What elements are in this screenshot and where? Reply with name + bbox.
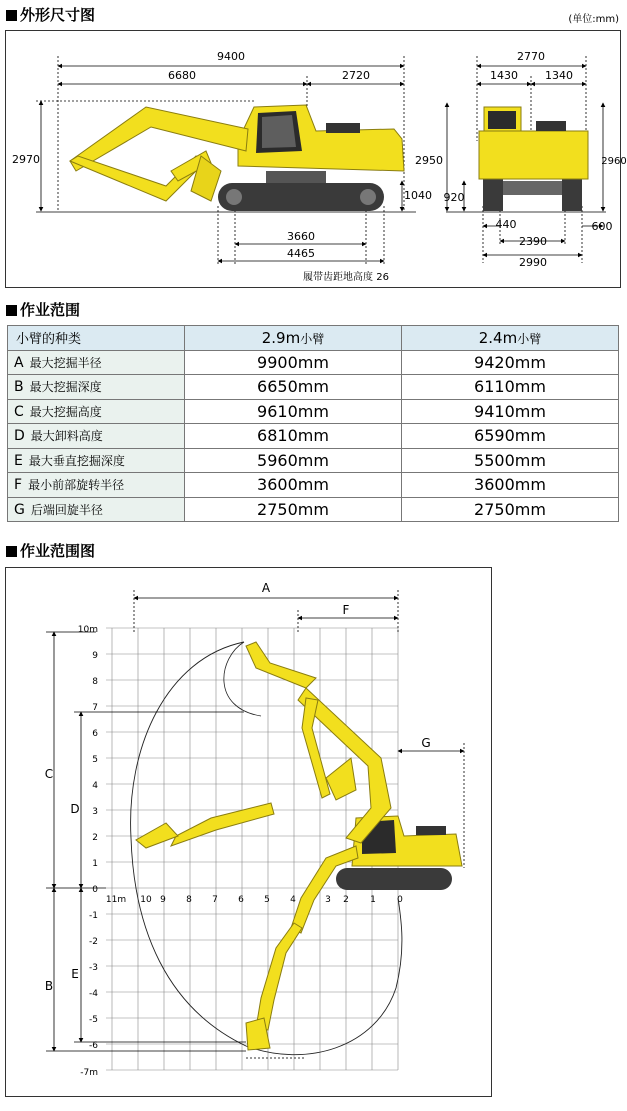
dimension-drawing [6,31,627,287]
rear-height-label: 2960 [601,156,627,167]
y-tick-label: 8 [92,677,98,687]
y-tick-label: -4 [89,989,98,999]
dimension-letter-c: C [44,767,54,781]
x-tick-label: 6 [238,895,244,905]
unit-note: (单位:mm) [568,14,619,25]
shoe-width-b-label: 600 [591,220,613,233]
table-row: D 最大卸料高度 6810mm 6590mm [8,424,619,449]
width-right-label: 1340 [545,69,573,82]
overall-height-label: 2970 [12,153,40,166]
y-tick-label: -7m [80,1068,98,1078]
x-tick-label: 3 [325,895,331,905]
width-left-label: 1430 [490,69,518,82]
grouser-note: 履带齿距地高度 26 [303,272,389,283]
y-tick-label: 1 [92,859,98,869]
shoe-width-a-label: 440 [495,218,517,231]
dimension-letter-d: D [70,802,80,816]
table-row: E 最大垂直挖掘深度 5960mm 5500mm [8,448,619,473]
y-tick-label: 4 [92,781,98,791]
x-tick-label: 10 [140,895,152,905]
x-tick-label: 8 [186,895,192,905]
table-header-arm-2-4: 2.4m小臂 [402,326,619,351]
y-tick-label: -1 [89,911,98,921]
table-row: F 最小前部旋转半径 3600mm 3600mm [8,473,619,498]
x-tick-label: 5 [264,895,270,905]
x-tick-label: 4 [290,895,296,905]
x-tick-label: 7 [212,895,218,905]
tumbler-distance-label: 3660 [287,230,315,243]
overall-length-label: 9400 [217,50,245,63]
y-tick-label: 9 [92,651,98,661]
dimensions-section-title: 外形尺寸图 [6,4,95,25]
range-section-title: 作业范围 [6,299,80,320]
y-tick-label: -2 [89,937,98,947]
table-row: G 后端回旋半径 2750mm 2750mm [8,497,619,522]
x-tick-label: 0 [397,895,403,905]
dimension-drawing-frame [5,30,627,288]
rear-length-label: 2720 [342,69,370,82]
y-tick-label: 0 [92,885,98,895]
y-tick-label: 3 [92,807,98,817]
track-length-label: 4465 [287,247,315,260]
square-bullet-icon [6,305,17,316]
dimension-letter-f: F [342,603,350,617]
x-tick-label: 1 [370,895,376,905]
y-tick-label: 5 [92,755,98,765]
table-header-arm-2-9: 2.9m小臂 [185,326,402,351]
y-tick-label: 7 [92,703,98,713]
square-bullet-icon [6,546,17,557]
table-row: B 最大挖掘深度 6650mm 6110mm [8,375,619,400]
counterweight-clearance-label: 1040 [404,189,432,202]
ground-clearance-label: 920 [443,191,465,204]
cab-height-label: 2950 [415,154,443,167]
y-tick-label: 10m [77,625,98,635]
y-tick-label: -6 [89,1041,98,1051]
side-track [218,183,384,211]
working-range-table [7,325,619,522]
dimension-letter-b: B [44,979,54,993]
x-axis-labels [106,895,403,905]
dimension-letter-g: G [421,736,431,750]
x-tick-label: 2 [343,895,349,905]
table-header-row [8,326,619,351]
y-tick-label: 2 [92,833,98,843]
front-length-label: 6680 [168,69,196,82]
dimension-letter-a: A [261,581,271,595]
range-diagram [6,568,491,1096]
dimension-letter-e: E [71,967,79,981]
y-tick-label: -5 [89,1015,98,1025]
track-width-label: 2990 [519,256,547,269]
overall-width-label: 2770 [517,50,545,63]
range-diagram-frame [5,567,492,1097]
y-tick-label: -3 [89,963,98,973]
track-gauge-label: 2390 [519,235,547,248]
square-bullet-icon [6,10,17,21]
table-row: A 最大挖掘半径 9900mm 9420mm [8,350,619,375]
x-tick-label: 11m [105,895,127,905]
table-row: C 最大挖掘高度 9610mm 9410mm [8,399,619,424]
table-header-type: 小臂的种类 [8,326,185,351]
front-view-excavator [479,107,588,211]
x-tick-label: 9 [160,895,166,905]
side-view-excavator [70,105,404,211]
y-tick-label: 6 [92,729,98,739]
range-diagram-section-title: 作业范围图 [6,540,95,561]
